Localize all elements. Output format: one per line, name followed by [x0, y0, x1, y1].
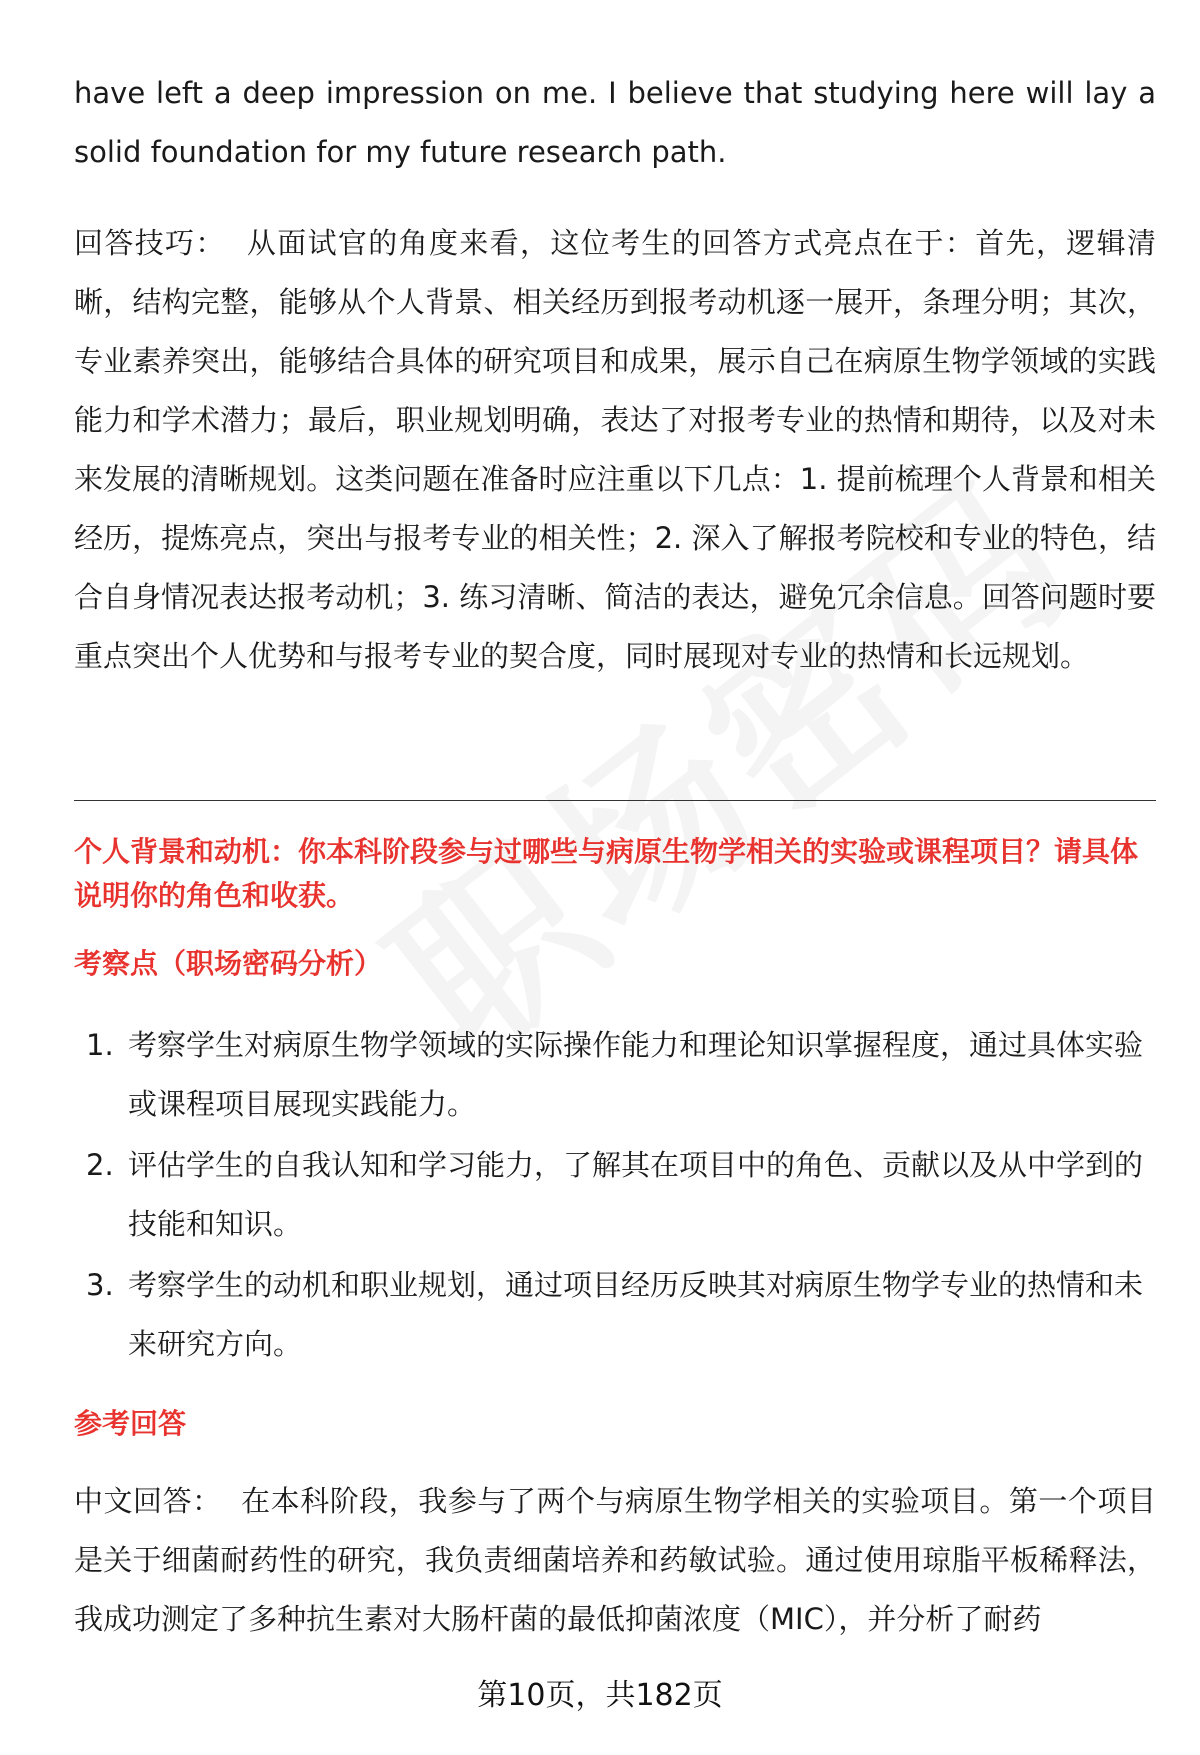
answer-paragraph [74, 1472, 1156, 1649]
list-item [74, 1136, 1156, 1254]
answer-label: 中文回答： [74, 1484, 222, 1518]
list-item-text: 考察学生对病原生物学领域的实际操作能力和理论知识掌握程度，通过具体实验或课程项目展现实践能力。 [128, 1028, 1144, 1121]
points-heading: 考察点（职场密码分析） [74, 947, 383, 980]
points-list [74, 1016, 1156, 1376]
list-item [74, 1256, 1156, 1374]
tips-text: 从面试官的角度来看，这位考生的回答方式亮点在于：首先，逻辑清晰，结构完整，能够从个人背景、相关经历到报考动机逐一展开，条理分明；其次，专业素养突出，能够结合具体的研究项目和成果，展示自己在病原生物学领域的实践能力和学术潜力；最后，职业规划明确，表达了对报考专业的热情和期待，以及对未来发展的清晰规划。这类问题在准备时应注重以下几点：1. 提前梳理个人背景和相关经历，提炼亮点，突出与报考专业的相关性；2. 深入了解报考院校和专业的特色，结合自身情况表达报考动机；3. 练习清晰、简洁的表达，避免冗余信息。回答问题时要重点突出个人优势和与报考专业的契合度，同时展现对专业的热情和长远规划。 [74, 226, 1156, 673]
question-heading: 个人背景和动机：你本科阶段参与过哪些与病原生物学相关的实验或课程项目？请具体说明你的角色和收获。 [74, 835, 1139, 912]
tips-paragraph [74, 214, 1156, 686]
list-item-text: 评估学生的自我认知和学习能力，了解其在项目中的角色、贡献以及从中学到的技能和知识。 [128, 1148, 1144, 1241]
list-item-number: 2. [86, 1148, 114, 1182]
section-divider [74, 800, 1156, 801]
answer-text: 在本科阶段，我参与了两个与病原生物学相关的实验项目。第一个项目是关于细菌耐药性的研究，我负责细菌培养和药敏试验。通过使用琼脂平板稀释法，我成功测定了多种抗生素对大肠杆菌的最低抑菌浓度（MIC），并分析了耐药 [74, 1484, 1156, 1636]
tips-label: 回答技巧： [74, 226, 226, 260]
list-item-text: 考察学生的动机和职业规划，通过项目经历反映其对病原生物学专业的热情和未来研究方向。 [128, 1268, 1144, 1361]
document-page [74, 0, 1156, 1755]
intro-paragraph: have left a deep impression on me. I believe that studying here will lay a solid foundation for my future research path. [74, 76, 1156, 169]
page-footer: 第10页，共182页 [477, 1678, 723, 1713]
reference-answer-heading: 参考回答 [74, 1407, 187, 1440]
list-item-number: 3. [86, 1268, 114, 1302]
list-item-number: 1. [86, 1028, 114, 1062]
list-item [74, 1016, 1156, 1134]
